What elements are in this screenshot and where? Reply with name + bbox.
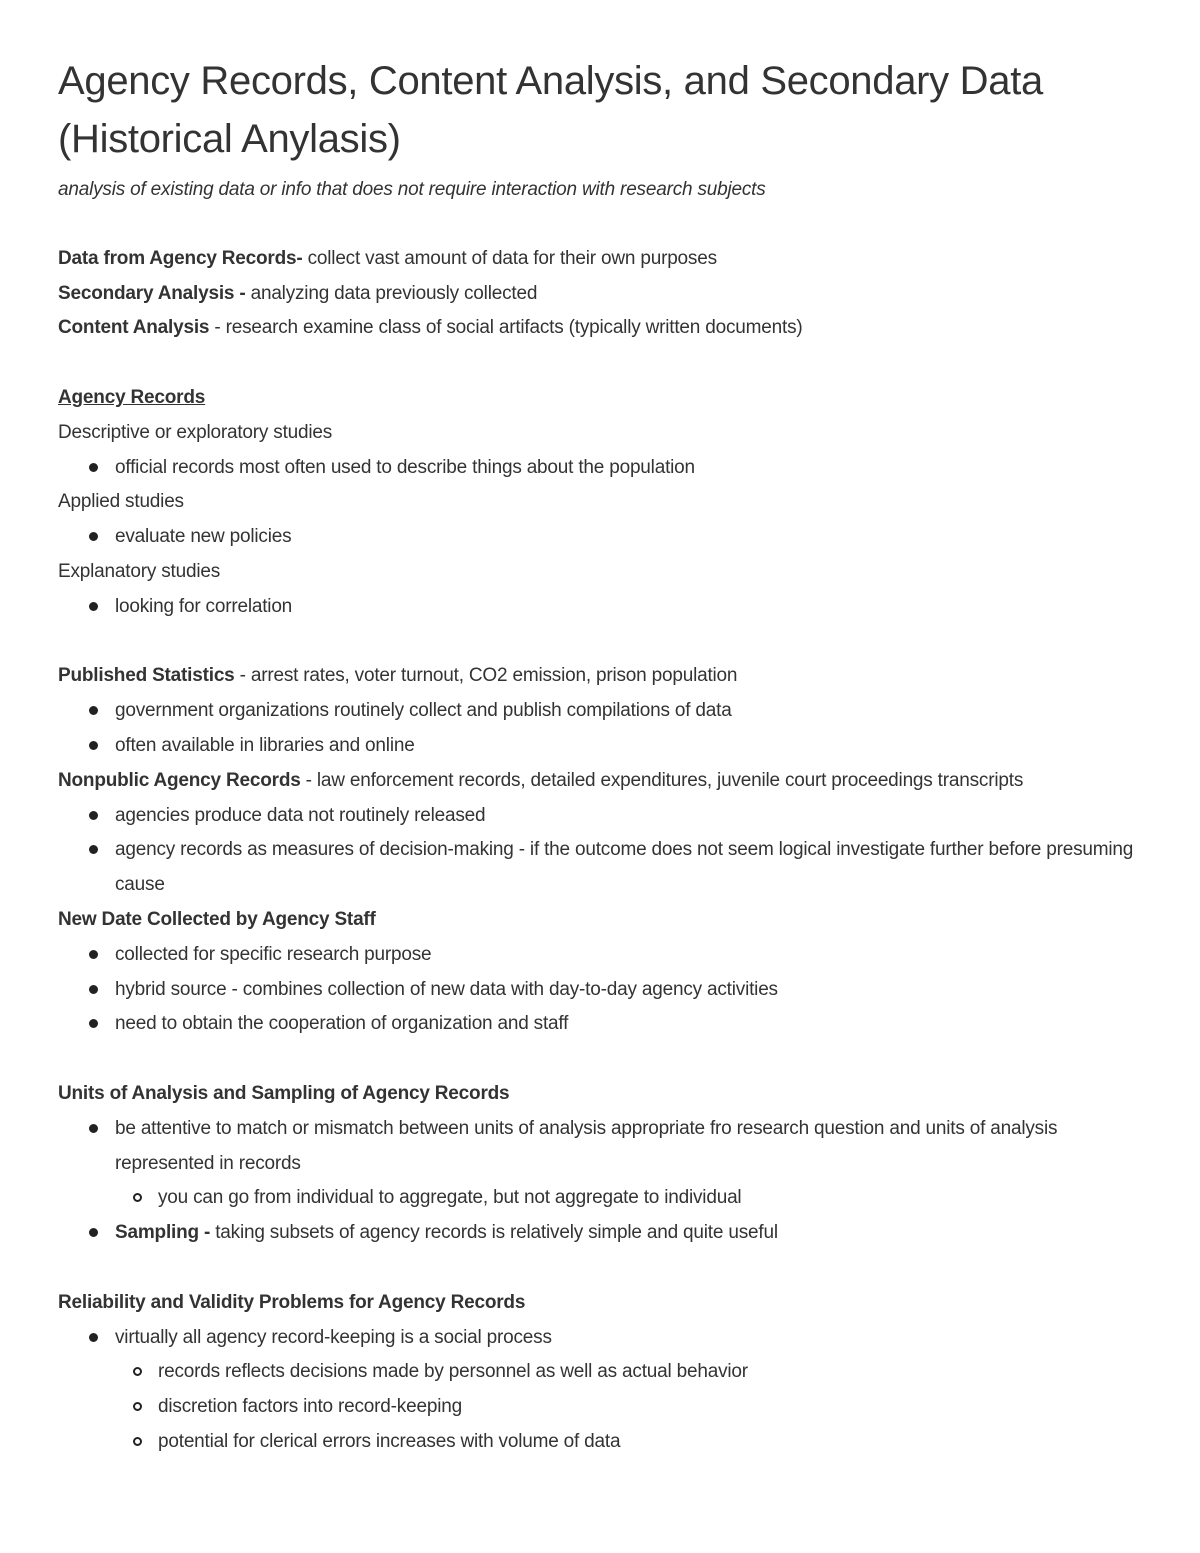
published-statistics xyxy=(58,659,1143,694)
section-term: Nonpublic Agency Records xyxy=(58,769,301,791)
spacer xyxy=(58,346,1143,381)
definition-agency-records xyxy=(58,242,1143,277)
sub-list-item: discretion factors into record-keeping xyxy=(58,1390,1143,1425)
bullet-icon xyxy=(89,463,98,472)
definition-term: Data from Agency Records- xyxy=(58,247,303,269)
spacer xyxy=(58,1042,1143,1077)
list-item: official records most often used to describe things about the population xyxy=(58,451,1143,486)
spacer xyxy=(58,625,1143,660)
units-heading: Units of Analysis and Sampling of Agency Records xyxy=(58,1082,510,1104)
hollow-bullet-icon xyxy=(133,1437,142,1446)
bullet-icon xyxy=(89,845,98,854)
bullet-icon xyxy=(89,706,98,715)
hollow-bullet-icon xyxy=(133,1193,142,1202)
definition-text: collect vast amount of data for their own purposes xyxy=(302,247,717,269)
spacer xyxy=(58,1251,1143,1286)
document-page xyxy=(58,52,1143,1460)
applied-studies-label: Applied studies xyxy=(58,491,184,513)
list-item: Sampling - taking subsets of agency records is relatively simple and quite useful xyxy=(58,1216,1143,1251)
list-item: often available in libraries and online xyxy=(58,729,1143,764)
page-title xyxy=(58,52,1143,168)
bullet-icon xyxy=(89,602,98,611)
sub-list-item: you can go from individual to aggregate, but not aggregate to individual xyxy=(58,1181,1143,1216)
published-list xyxy=(58,694,1143,764)
nonpublic-agency-records xyxy=(58,764,1143,799)
list-item: agency records as measures of decision-making - if the outcome does not seem logical investigate further before presuming cause xyxy=(58,833,1143,903)
applied-list xyxy=(58,520,1143,555)
section-text: - arrest rates, voter turnout, CO2 emission, prison population xyxy=(234,665,738,687)
list-item: looking for correlation xyxy=(58,590,1143,625)
sub-list-item: records reflects decisions made by personnel as well as actual behavior xyxy=(58,1355,1143,1390)
explanatory-studies-label: Explanatory studies xyxy=(58,560,221,582)
list-item: government organizations routinely collect and publish compilations of data xyxy=(58,694,1143,729)
spacer xyxy=(58,207,1143,242)
list-item: need to obtain the cooperation of organization and staff xyxy=(58,1007,1143,1042)
definition-content-analysis xyxy=(58,311,1143,346)
bullet-icon xyxy=(89,1228,98,1237)
title-line-1: Agency Records, Content Analysis, and Secondary Data xyxy=(58,59,1043,103)
nonpublic-list xyxy=(58,799,1143,903)
title-line-2: (Historical Anylasis) xyxy=(58,117,401,161)
definition-term: Secondary Analysis - xyxy=(58,282,246,304)
bullet-icon xyxy=(89,532,98,541)
list-item: agencies produce data not routinely released xyxy=(58,799,1143,834)
bullet-icon xyxy=(89,1333,98,1342)
list-item: collected for specific research purpose xyxy=(58,938,1143,973)
descriptive-list xyxy=(58,451,1143,486)
list-item: virtually all agency record-keeping is a social process xyxy=(58,1321,1143,1356)
definition-text: analyzing data previously collected xyxy=(245,282,538,304)
section-text: - law enforcement records, detailed expenditures, juvenile court proceedings transcripts xyxy=(300,769,1024,791)
page-subtitle: analysis of existing data or info that does not require interaction with research subjects xyxy=(58,179,766,200)
agency-records-heading: Agency Records xyxy=(58,386,206,408)
explanatory-list xyxy=(58,590,1143,625)
bullet-icon xyxy=(89,1124,98,1133)
section-term: Published Statistics xyxy=(58,665,235,687)
new-data-heading: New Date Collected by Agency Staff xyxy=(58,908,376,930)
list-item: hybrid source - combines collection of new data with day-to-day agency activities xyxy=(58,973,1143,1008)
sub-list-item: potential for clerical errors increases with volume of data xyxy=(58,1425,1143,1460)
hollow-bullet-icon xyxy=(133,1367,142,1376)
definition-term: Content Analysis xyxy=(58,317,210,339)
definition-secondary-analysis xyxy=(58,277,1143,312)
reliability-heading: Reliability and Validity Problems for Agency Records xyxy=(58,1291,526,1313)
descriptive-studies-label: Descriptive or exploratory studies xyxy=(58,421,333,443)
list-item: be attentive to match or mismatch between units of analysis appropriate fro research question and units of analysis represented in records xyxy=(58,1112,1143,1182)
units-list xyxy=(58,1112,1143,1251)
reliability-list xyxy=(58,1321,1143,1460)
hollow-bullet-icon xyxy=(133,1402,142,1411)
bullet-icon xyxy=(89,741,98,750)
bullet-icon xyxy=(89,950,98,959)
bullet-icon xyxy=(89,1019,98,1028)
bullet-icon xyxy=(89,985,98,994)
bullet-icon xyxy=(89,811,98,820)
new-data-list xyxy=(58,938,1143,1042)
list-item: evaluate new policies xyxy=(58,520,1143,555)
definition-text: - research examine class of social artifacts (typically written documents) xyxy=(209,317,803,339)
